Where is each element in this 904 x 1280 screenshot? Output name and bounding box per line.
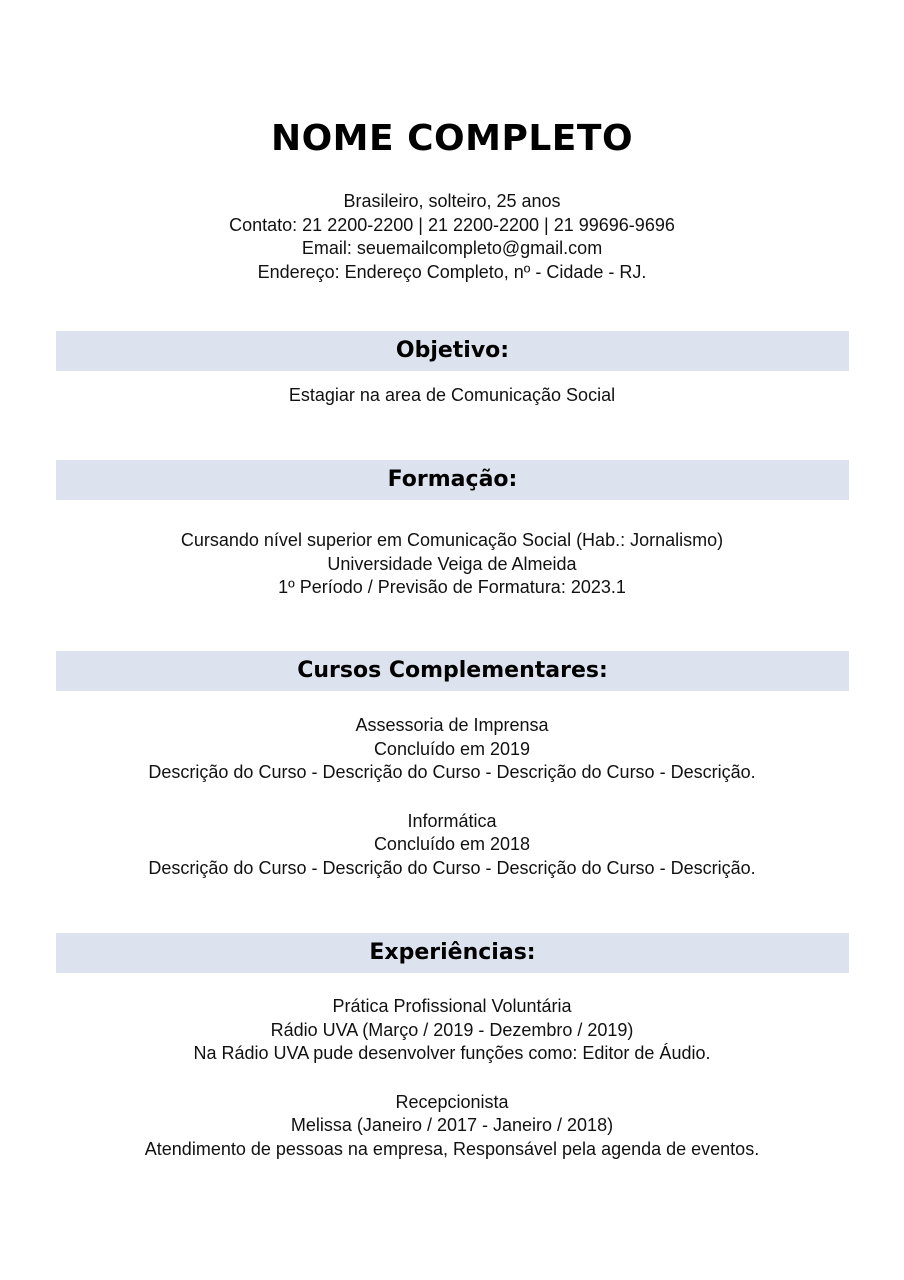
personal-details: Brasileiro, solteiro, 25 anos	[343, 191, 561, 211]
experiencia-role: Prática Profissional Voluntária	[332, 996, 572, 1016]
section-header-experiencias: Experiências:	[56, 933, 849, 973]
experiencia-role: Recepcionista	[395, 1091, 509, 1112]
curso-status: Concluído em 2019	[373, 738, 531, 759]
contact-address: Endereço: Endereço Completo, nº - Cidade - RJ.	[257, 261, 647, 282]
section-header-cursos: Cursos Complementares:	[56, 651, 849, 691]
experiencia-item	[0, 1091, 904, 1162]
contact-phones: Contato: 21 2200-2200 | 21 2200-2200 | 21 99696-9696	[229, 214, 675, 235]
curso-item	[0, 714, 904, 785]
experiencia-description: Atendimento de pessoas na empresa, Responsável pela agenda de eventos.	[144, 1138, 760, 1159]
experiencias-content	[0, 995, 904, 1186]
contact-email: Email: seuemailcompleto@gmail.com	[301, 238, 603, 258]
curso-description: Descrição do Curso - Descrição do Curso - Descrição do Curso - Descrição.	[148, 762, 756, 782]
experiencia-item	[0, 995, 904, 1066]
experiencia-description: Na Rádio UVA pude desenvolver funções como: Editor de Áudio.	[193, 1043, 711, 1063]
experiencia-period: Rádio UVA (Março / 2019 - Dezembro / 2019)	[270, 1019, 634, 1040]
objetivo-content	[0, 384, 904, 408]
personal-info	[0, 190, 904, 284]
cursos-content	[0, 714, 904, 905]
formacao-content	[0, 529, 904, 600]
formacao-course: Cursando nível superior em Comunicação Social (Hab.: Jornalismo)	[180, 530, 724, 550]
experiencia-period: Melissa (Janeiro / 2017 - Janeiro / 2018)	[290, 1115, 614, 1135]
curso-status: Concluído em 2018	[373, 834, 531, 854]
formacao-university: Universidade Veiga de Almeida	[327, 553, 577, 574]
curso-name: Assessoria de Imprensa	[355, 715, 549, 735]
curso-name: Informática	[407, 810, 497, 831]
formacao-period: 1º Período / Previsão de Formatura: 2023.1	[278, 577, 626, 597]
full-name-heading: NOME COMPLETO	[270, 118, 634, 159]
objetivo-text: Estagiar na area de Comunicação Social	[288, 385, 616, 405]
section-header-objetivo: Objetivo:	[56, 331, 849, 371]
curso-description: Descrição do Curso - Descrição do Curso - Descrição do Curso - Descrição.	[148, 857, 756, 878]
curso-item	[0, 810, 904, 881]
section-header-formacao: Formação:	[56, 460, 849, 500]
